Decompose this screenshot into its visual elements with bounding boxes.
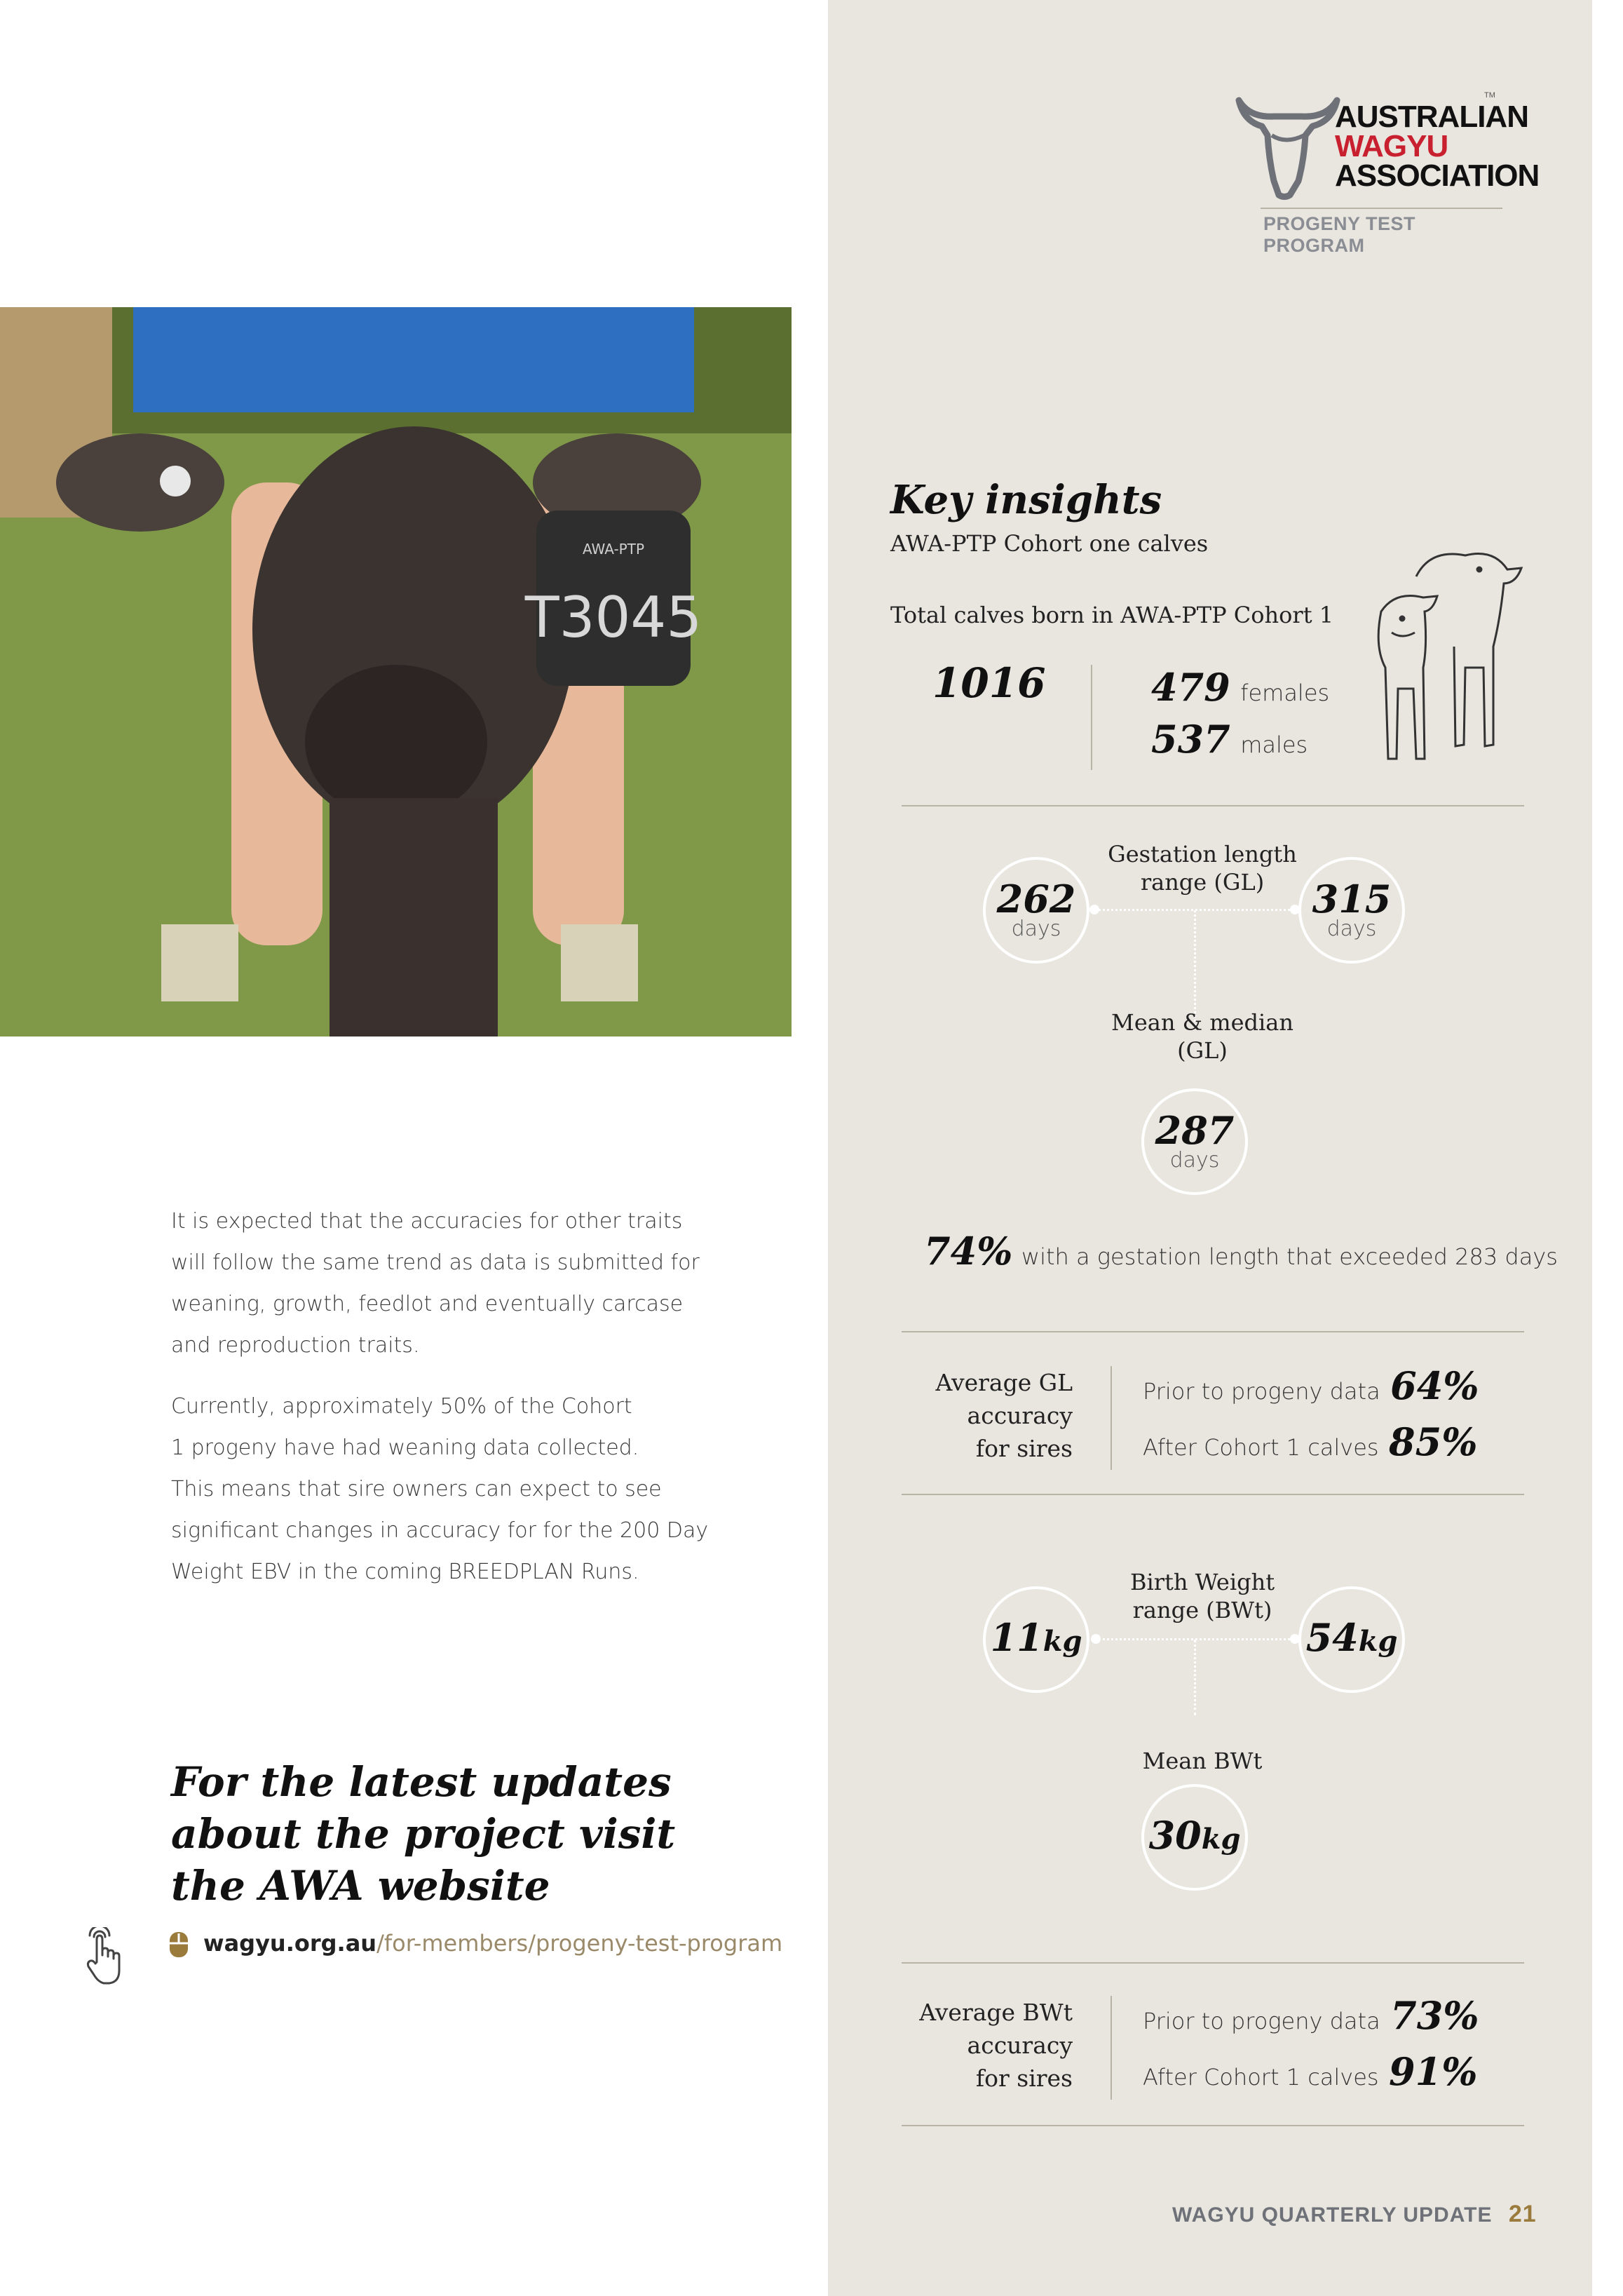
link-domain[interactable]: wagyu.org.au xyxy=(203,1930,377,1957)
bwt-range-label-1: Birth Weight xyxy=(1129,1569,1275,1595)
females-count: 479 xyxy=(1151,665,1230,710)
gl-min-unit: days xyxy=(1011,917,1061,941)
bwt-max-value: 54 xyxy=(1305,1615,1359,1660)
logo-tm: TM xyxy=(1484,91,1495,100)
para1-line: It is expected that the accuracies for other traits xyxy=(171,1209,683,1234)
divider-5 xyxy=(902,2125,1524,2126)
body-paragraph-2 xyxy=(171,1386,788,1593)
gl-percent-text: with a gestation length that exceeded 283 days xyxy=(1021,1243,1558,1270)
ear-tag-top: AWA-PTP xyxy=(582,541,645,558)
logo-divider xyxy=(1261,208,1502,209)
females-row xyxy=(1151,665,1329,710)
bwt-prior-row xyxy=(1143,1993,1479,2038)
bwt-accuracy-label-3: for sires xyxy=(975,2065,1073,2092)
bwt-node-left xyxy=(1091,1634,1101,1644)
website-link[interactable] xyxy=(168,1930,782,1959)
bwt-accuracy-label-2: accuracy xyxy=(967,2032,1073,2059)
total-calves-label: Total calves born in AWA-PTP Cohort 1 xyxy=(890,602,1334,628)
bwt-after-row xyxy=(1143,2049,1478,2094)
gl-accuracy-divider xyxy=(1111,1366,1112,1470)
key-insights-title: Key insights xyxy=(890,477,1162,523)
gl-min-value: 262 xyxy=(996,877,1076,921)
page-footer xyxy=(1172,2201,1537,2228)
bwt-mean-circle xyxy=(1141,1784,1248,1891)
gl-prior-value: 64% xyxy=(1390,1363,1479,1408)
link-path[interactable]: /for-members/progeny-test-program xyxy=(376,1930,783,1957)
males-row xyxy=(1151,717,1308,762)
logo-line1: AUSTRALIAN xyxy=(1335,100,1528,134)
bwt-min-circle xyxy=(983,1586,1089,1693)
bwt-prior-label: Prior to progeny data xyxy=(1143,2008,1380,2034)
bwt-mean-value: 30 xyxy=(1148,1813,1202,1858)
calf-photo xyxy=(0,307,792,1036)
gl-mean-unit: days xyxy=(1169,1148,1220,1173)
totals-divider xyxy=(1091,665,1092,770)
body-paragraph-1 xyxy=(171,1201,788,1366)
gl-after-row xyxy=(1143,1419,1478,1464)
divider-1 xyxy=(902,805,1524,806)
gl-mean-value: 287 xyxy=(1155,1108,1235,1153)
divider-3 xyxy=(902,1494,1524,1495)
gl-mean-label-1: Mean & median xyxy=(1111,1009,1293,1036)
gl-max-circle xyxy=(1298,857,1405,964)
page-number: 21 xyxy=(1508,2201,1537,2227)
gl-range-label-1: Gestation length xyxy=(1108,841,1297,867)
total-calves-value: 1016 xyxy=(932,659,1046,707)
para2-line: significant changes in accuracy for for the 200 Day xyxy=(171,1518,709,1543)
pointer-hand-icon xyxy=(84,1927,129,1987)
gl-percent-value: 74% xyxy=(924,1229,1013,1274)
program-label: PROGENY TEST PROGRAM xyxy=(1263,213,1416,256)
para1-line: and reproduction traits. xyxy=(171,1333,420,1358)
calves-illustration xyxy=(1360,527,1542,766)
gl-mean-label-2: (GL) xyxy=(1177,1037,1228,1064)
gl-range-label xyxy=(1087,840,1318,896)
gl-node-left xyxy=(1089,905,1099,914)
bwt-accuracy-divider xyxy=(1111,1996,1112,2100)
divider-4 xyxy=(902,1962,1524,1964)
gl-prior-row xyxy=(1143,1363,1479,1408)
gl-mean-label xyxy=(1087,1008,1318,1065)
bwt-range-label xyxy=(1087,1568,1318,1624)
para1-line: will follow the same trend as data is submitted for xyxy=(171,1250,700,1275)
bwt-prior-value: 73% xyxy=(1390,1993,1479,2038)
ear-tag-number: T3045 xyxy=(524,585,702,650)
gl-accuracy-label xyxy=(904,1366,1073,1465)
bwt-mean-label: Mean BWt xyxy=(1142,1748,1263,1774)
bwt-mean-unit: kg xyxy=(1201,1823,1241,1856)
gl-accuracy-label-3: for sires xyxy=(975,1435,1073,1462)
gl-range-label-2: range (GL) xyxy=(1140,869,1265,896)
logo-line3: ASSOCIATION xyxy=(1335,158,1540,193)
gl-max-value: 315 xyxy=(1312,877,1392,921)
males-label: males xyxy=(1240,731,1308,758)
bwt-min-unit: kg xyxy=(1043,1625,1082,1658)
key-insights-subtitle: AWA-PTP Cohort one calves xyxy=(890,530,1209,557)
bull-head-icon xyxy=(1235,83,1340,202)
gl-percent-row xyxy=(924,1229,1558,1274)
cta-line-2: about the project visit xyxy=(171,1810,676,1858)
cta-heading xyxy=(171,1756,802,1912)
bwt-accuracy-label xyxy=(904,1996,1073,2095)
gl-after-label: After Cohort 1 calves xyxy=(1143,1434,1379,1461)
males-count: 537 xyxy=(1151,717,1230,762)
bwt-connector-v xyxy=(1194,1640,1196,1715)
gl-connector-h xyxy=(1091,909,1294,911)
bwt-range-label-2: range (BWt) xyxy=(1132,1597,1272,1623)
gl-prior-label: Prior to progeny data xyxy=(1143,1378,1380,1405)
gl-accuracy-label-2: accuracy xyxy=(967,1402,1073,1429)
bwt-max-unit: kg xyxy=(1358,1625,1398,1658)
females-label: females xyxy=(1240,680,1330,706)
footer-label: WAGYU QUARTERLY UPDATE xyxy=(1172,2203,1493,2227)
mouse-icon xyxy=(168,1931,189,1959)
para2-line: Currently, approximately 50% of the Cohort xyxy=(171,1394,632,1419)
bwt-after-label: After Cohort 1 calves xyxy=(1143,2064,1379,2091)
cta-line-3: the AWA website xyxy=(171,1862,550,1910)
para2-line: 1 progeny have had weaning data collected. xyxy=(171,1436,639,1460)
para2-line: Weight EBV in the coming BREEDPLAN Runs. xyxy=(171,1560,639,1584)
awa-logo[interactable] xyxy=(1235,83,1540,256)
bwt-min-value: 11 xyxy=(990,1615,1043,1660)
divider-2 xyxy=(902,1331,1524,1332)
para2-line: This means that sire owners can expect to see xyxy=(171,1477,662,1501)
gl-after-value: 85% xyxy=(1389,1419,1478,1464)
para1-line: weaning, growth, feedlot and eventually carcase xyxy=(171,1292,684,1316)
logo-line2: WAGYU xyxy=(1335,129,1448,163)
gl-mean-circle xyxy=(1141,1088,1248,1195)
bwt-max-circle xyxy=(1298,1586,1405,1693)
gl-min-circle xyxy=(983,857,1089,964)
gl-max-unit: days xyxy=(1326,917,1377,941)
bwt-accuracy-label-1: Average BWt xyxy=(919,1999,1073,2026)
bwt-after-value: 91% xyxy=(1389,2049,1478,2094)
gl-accuracy-label-1: Average GL xyxy=(935,1369,1073,1396)
cta-line-1: For the latest updates xyxy=(171,1758,672,1806)
